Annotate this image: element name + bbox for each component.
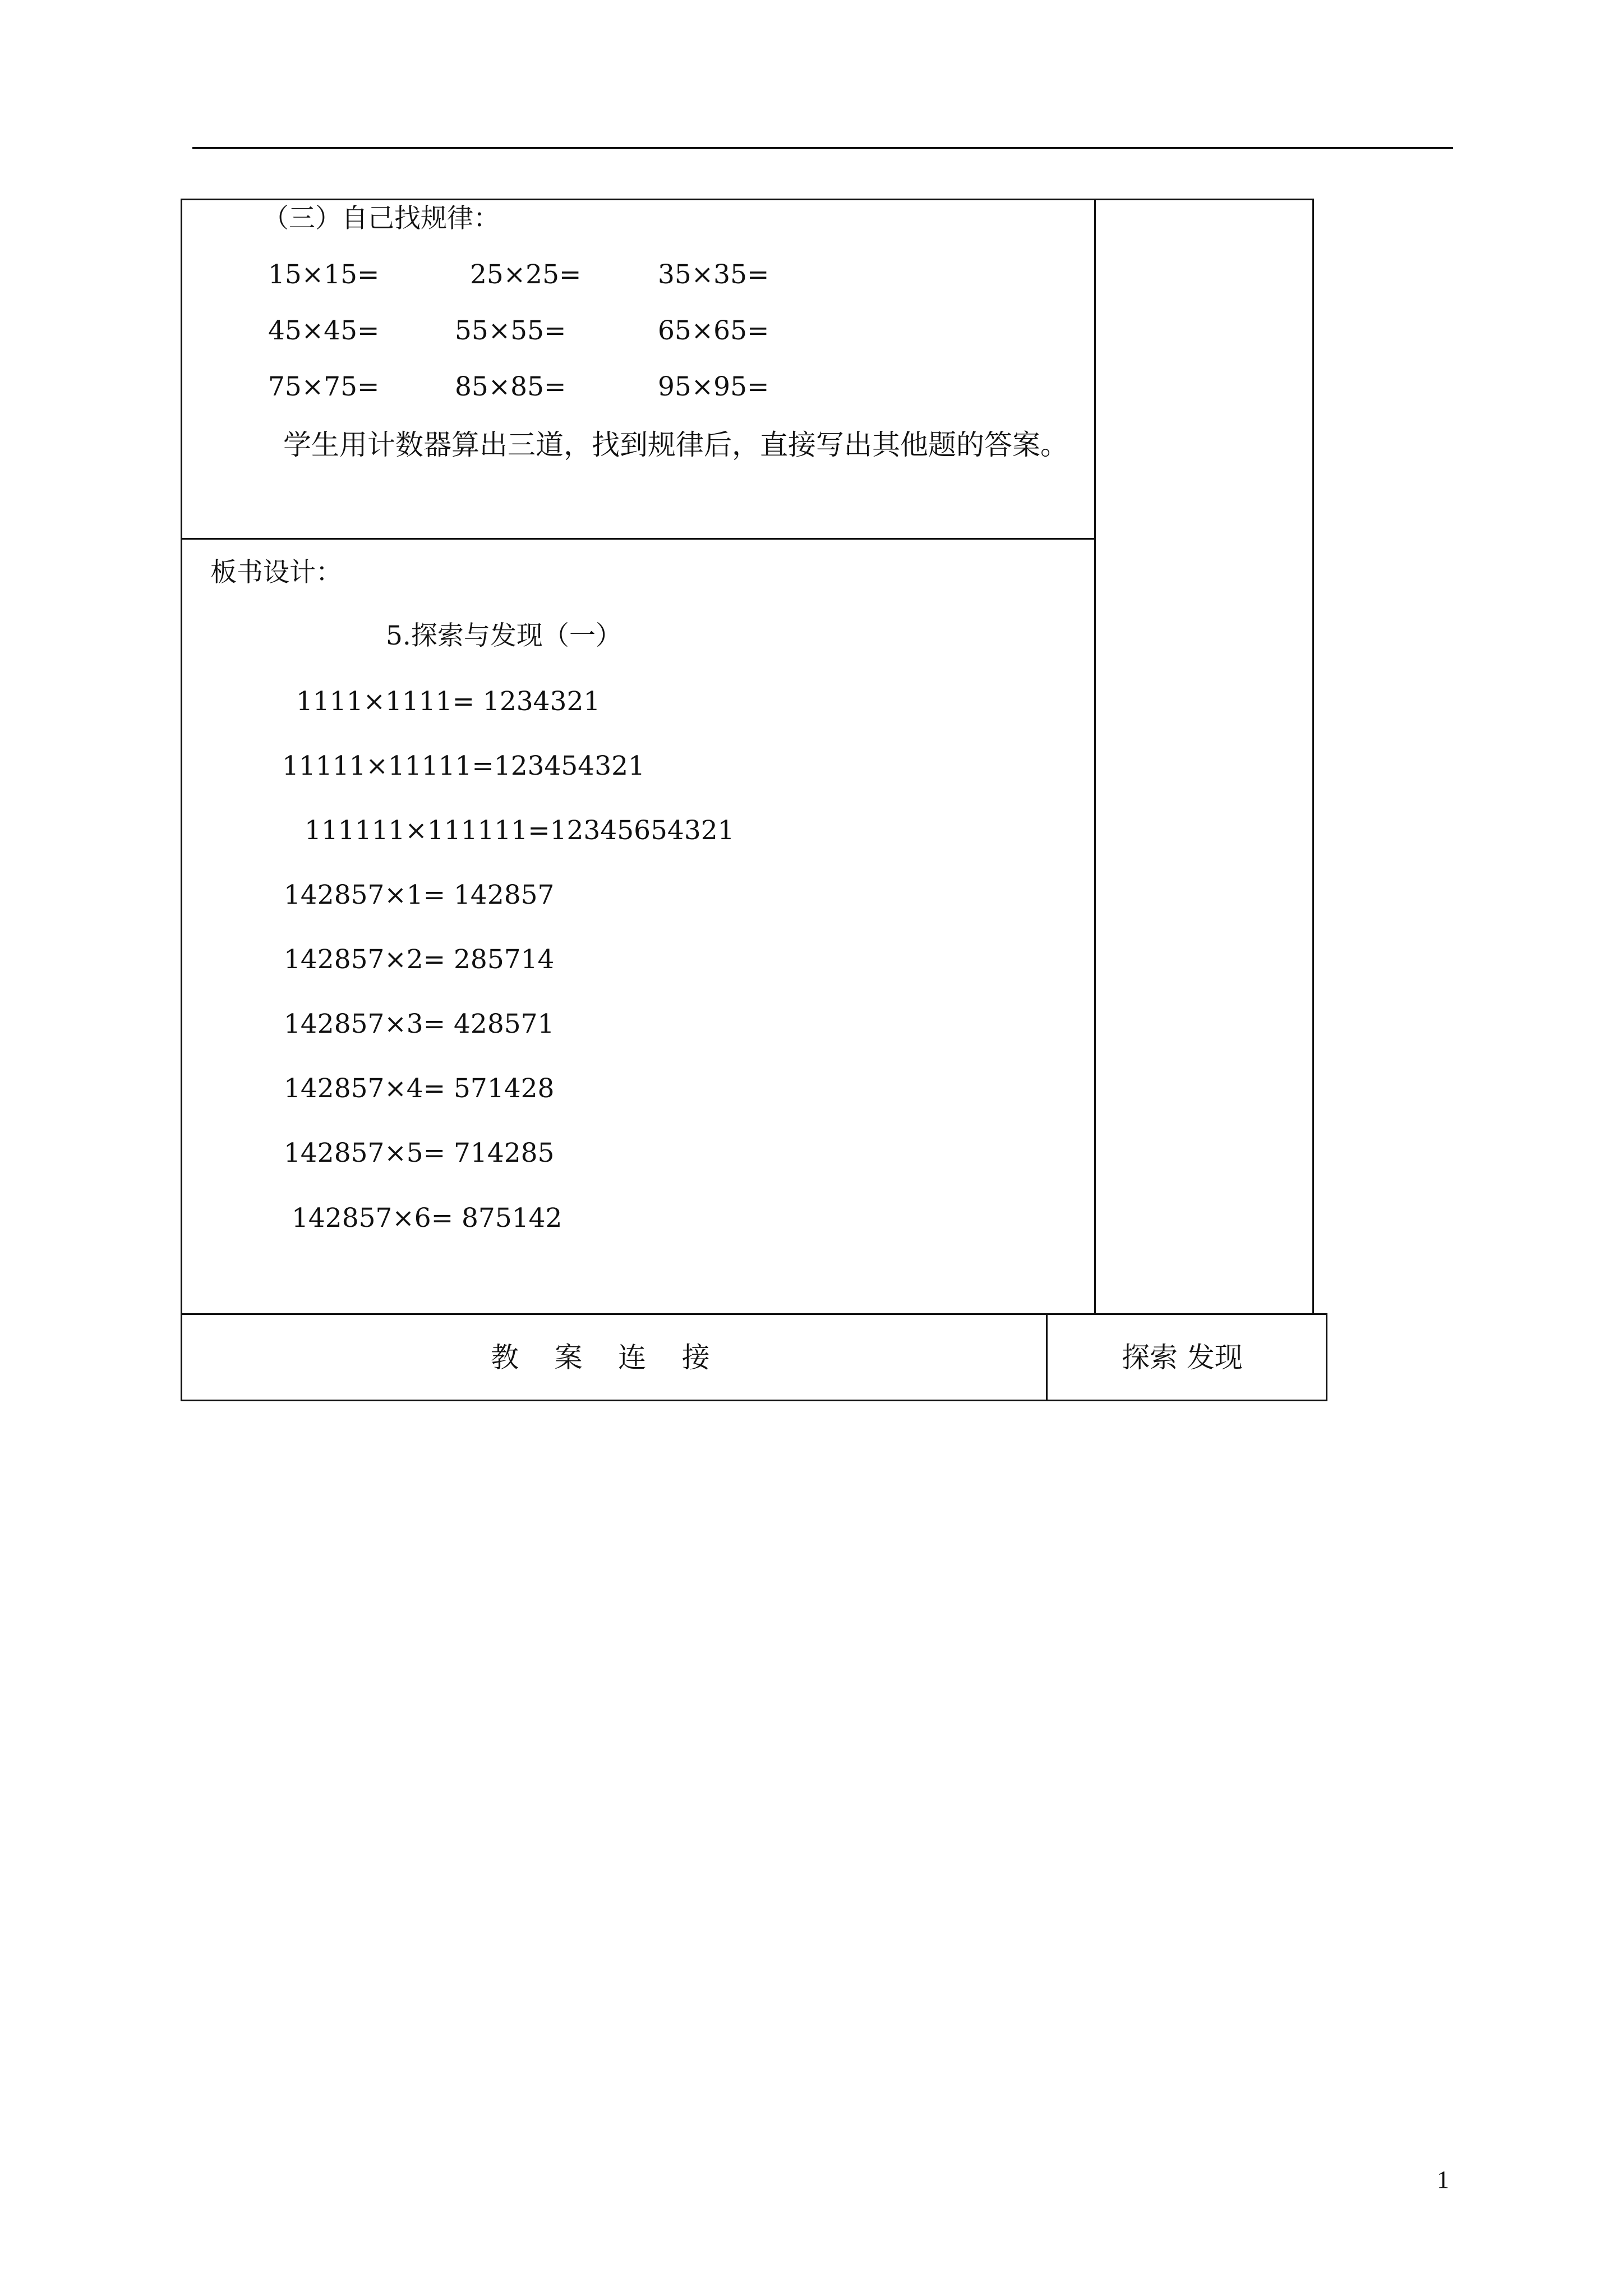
footer-right-label: 探索 发现 [1122,1341,1243,1374]
instruction-text: 学生用计数器算出三道，找到规律后，直接写出其他题的答案。 [283,429,1068,461]
exercise-item: 85×85= [455,371,566,402]
board-line: 1111×1111= 1234321 [296,686,601,717]
exercise-item: 35×35= [658,259,769,290]
section-three-heading: （三）自己找规律： [262,203,500,234]
board-line: 11111×11111=123454321 [282,751,645,781]
exercise-item: 15×15= [268,259,380,290]
section-three-cell [181,199,1096,540]
board-line: 142857×3= 428571 [284,1009,555,1039]
board-line: 142857×5= 714285 [284,1138,555,1168]
exercise-item: 45×45= [268,315,380,346]
board-label: 板书设计： [210,557,342,588]
board-title: 5.探索与发现（一） [386,620,622,651]
board-design-cell [181,538,1096,1315]
footer-left-label: 教 案 连 接 [491,1341,710,1374]
exercise-item: 95×95= [658,371,769,402]
page-number: 1 [1437,2166,1449,2193]
exercise-item: 55×55= [455,315,566,346]
exercise-item: 65×65= [658,315,769,346]
header-rule [192,147,1453,149]
board-line: 142857×6= 875142 [292,1203,562,1234]
side-column-cell [1094,199,1314,1315]
exercise-item: 75×75= [268,371,380,402]
board-line: 142857×4= 571428 [284,1073,555,1104]
board-line: 142857×2= 285714 [284,944,555,975]
board-line: 111111×111111=12345654321 [305,815,735,846]
board-line: 142857×1= 142857 [284,880,555,910]
exercise-item: 25×25= [470,259,582,290]
